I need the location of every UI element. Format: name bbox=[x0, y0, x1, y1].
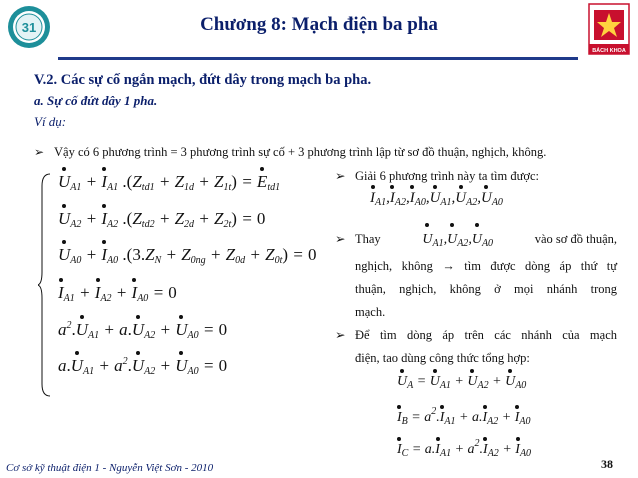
equation-3: UA0 + IA0 .(3.ZN + Z0ng + Z0d + Z0t) = 0 bbox=[58, 245, 317, 266]
bullet-branches: ➢ Để tìm dòng áp trên các nhánh của mạch điện, tao dùng công thức tổng hợp: bbox=[355, 324, 617, 370]
bullet-solve: ➢ Giải 6 phương trình này ta tìm được: bbox=[355, 165, 617, 188]
title-rule bbox=[58, 57, 578, 60]
bullet-arrow-icon: ➢ bbox=[335, 328, 346, 342]
equation-2: UA2 + IA2 .(Ztd2 + Z2d + Z2t) = 0 bbox=[58, 209, 266, 230]
equation-5: $a^2.UA1 + a.UA2 + UA0 = 0$ bbox=[58, 320, 228, 341]
example-label: Ví dụ: bbox=[34, 114, 67, 129]
equation-6: $a.UA1 + a^2.UA2 + UA0 = 0$ bbox=[58, 356, 228, 377]
section-heading: V.2. Các sự cố ngắn mạch, đứt dây trong mạch ba pha. bbox=[34, 72, 372, 88]
bullet-arrow-icon: ➢ bbox=[335, 232, 346, 246]
page-number: 38 bbox=[601, 457, 613, 471]
equation-1: UA1 + IA1 .(Ztd1 + Z1d + Z1t) = Etd1 bbox=[58, 172, 281, 193]
formula-ib: $I_B = a^2.I_{A1} + a.I_{A2} + I_{A0}$ bbox=[397, 406, 531, 427]
equation-system-brace bbox=[38, 172, 52, 398]
formula-ic: $I_C = a.I_{A1} + a^2.I_{A2} + I_{A0}$ bbox=[397, 438, 532, 459]
bullet-intro: ➢ Vậy có 6 phương trình = 3 phương trình sự cố + 3 phương trình lập từ sơ đồ thuận, nghịch, không. bbox=[34, 145, 547, 159]
unknowns-list: $I_{A1},I_{A2},I_{A0},U_{A1},U_{A2},U_{A0}$ bbox=[370, 190, 503, 208]
bullet-arrow-icon: ➢ bbox=[335, 169, 346, 183]
svg-text:BÁCH KHOA: BÁCH KHOA bbox=[592, 48, 626, 54]
formula-ua: $U_A = U_{A1} + U_{A2} + U_{A0}$ bbox=[397, 374, 527, 391]
bullet-substitute: ➢ Thay $U_{A1},U_{A2},U_{A0}$ vào sơ đồ thuận, nghịch, không → tìm được dòng áp thứ tự thuận, nghịch, không ở mọi nhánh trong mạch. bbox=[355, 228, 617, 324]
bullet-arrow-icon: ➢ bbox=[34, 145, 45, 159]
equation-4: IA1 + IA2 + IA0 = 0 bbox=[58, 283, 177, 304]
svg-text:31: 31 bbox=[21, 20, 37, 35]
subsection-heading: a. Sự cố đứt dây 1 pha. bbox=[34, 93, 158, 108]
footer-credit: Cơ sở kỹ thuật điện 1 - Nguyễn Việt Sơn - 2010 bbox=[6, 462, 214, 474]
slide-title: Chương 8: Mạch điện ba pha bbox=[200, 14, 438, 35]
